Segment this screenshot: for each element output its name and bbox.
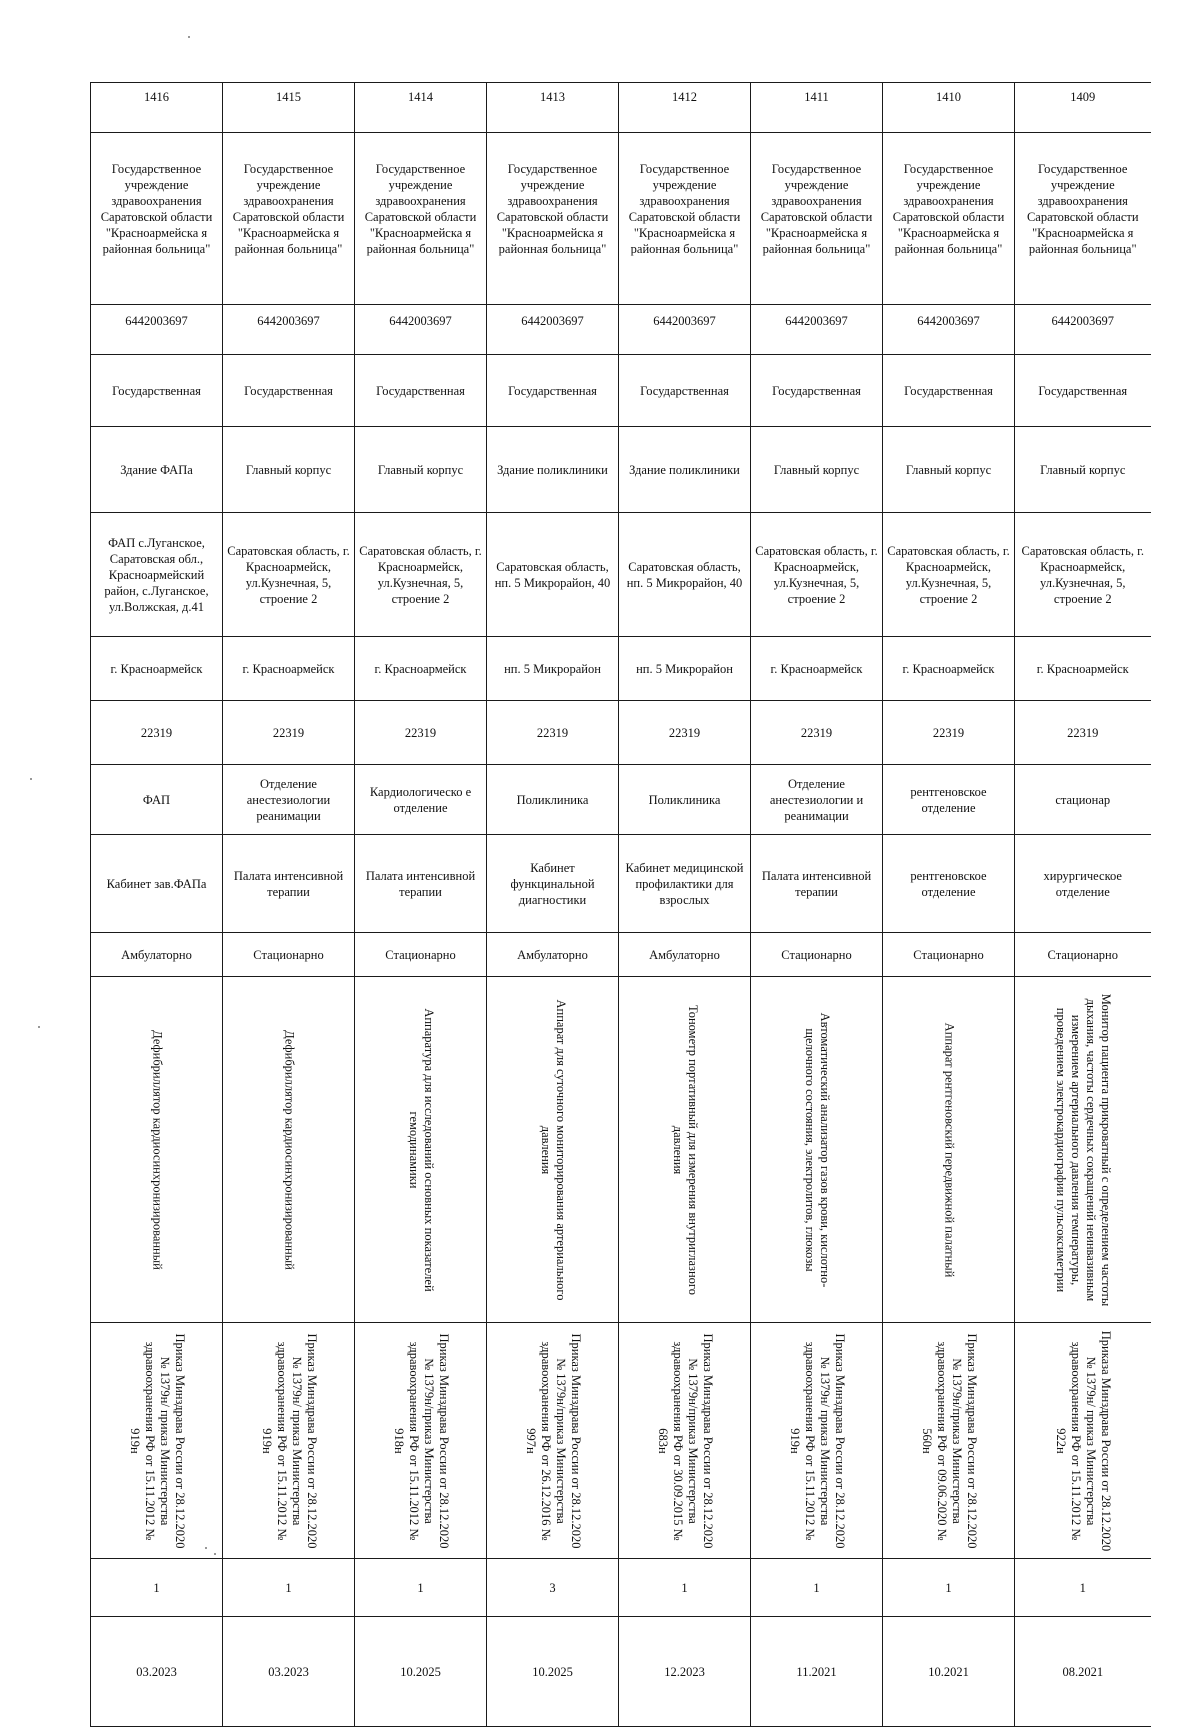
department-cell: Кардиологическо е отделение <box>355 765 487 835</box>
order-row <box>91 1323 1151 1559</box>
equipment-name-cell <box>91 977 223 1323</box>
address-cell: Саратовская область, г. Красноармейск, ул.Кузнечная, 5, строение 2 <box>1015 513 1151 637</box>
regulation-order-cell <box>1015 1323 1151 1559</box>
date-cell: 03.2023 <box>223 1617 355 1727</box>
date-cell: 11.2021 <box>751 1617 883 1727</box>
inn-cell: 6442003697 <box>223 305 355 355</box>
organization-cell: Государственное учреждение здравоохранения Саратовской области "Красноармейска я районная больница" <box>1015 133 1151 305</box>
ownership-cell: Государственная <box>223 355 355 427</box>
locality-cell: г. Красноармейск <box>883 637 1015 701</box>
record-number-cell: 1412 <box>619 83 751 133</box>
equipment-name-cell <box>1015 977 1151 1323</box>
quantity-cell: 1 <box>355 1559 487 1617</box>
mode-row <box>91 933 1151 977</box>
care-mode-cell: Стационарно <box>355 933 487 977</box>
building-cell: Главный корпус <box>883 427 1015 513</box>
building-cell: Здание поликлиники <box>487 427 619 513</box>
quantity-cell: 3 <box>487 1559 619 1617</box>
care-mode-cell: Амбулаторно <box>487 933 619 977</box>
order-text: Приказ Минздрава России от 28.12.2020 № 1379н/приказ Министерства здравоохранения РФ от 30.09.2015 № 683н <box>655 1333 715 1548</box>
department-cell: Поликлиника <box>487 765 619 835</box>
ownership-cell: Государственная <box>619 355 751 427</box>
building-row <box>91 427 1151 513</box>
inn-row <box>91 305 1151 355</box>
equipment-text: Аппарат для суточного мониторирования артериального давления <box>538 998 568 1300</box>
quantity-cell: 1 <box>91 1559 223 1617</box>
scan-speck <box>30 778 32 780</box>
quantity-cell: 1 <box>223 1559 355 1617</box>
regulation-order-cell <box>619 1323 751 1559</box>
quantity-cell: 1 <box>619 1559 751 1617</box>
room-cell: хирургическое отделение <box>1015 835 1151 933</box>
code-cell: 22319 <box>883 701 1015 765</box>
department-row <box>91 765 1151 835</box>
address-row <box>91 513 1151 637</box>
equipment-text: Монитор пациента прикроватный с определением частоты дыхания, частоты сердечных сокращений неинвазивным измерением артериального давления температуры, проведением электрокардиографии пульсоксиметрии <box>1053 993 1113 1306</box>
building-cell: Главный корпус <box>751 427 883 513</box>
equipment-name-cell <box>355 977 487 1323</box>
order-text: Приказ Минздрава России от 28.12.2020 № 1379н/ приказ Министерства здравоохранения РФ от 15.11.2012 № 919н <box>787 1333 847 1548</box>
care-mode-cell: Стационарно <box>883 933 1015 977</box>
date-cell: 10.2021 <box>883 1617 1015 1727</box>
code-cell: 22319 <box>1015 701 1151 765</box>
equipment-name-cell <box>751 977 883 1323</box>
care-mode-cell: Амбулаторно <box>619 933 751 977</box>
scan-speck <box>188 36 190 38</box>
quantity-cell: 1 <box>883 1559 1015 1617</box>
room-cell: Кабинет медицинской профилактики для взрослых <box>619 835 751 933</box>
record-number-cell: 1414 <box>355 83 487 133</box>
order-text: Приказ Минздрава России от 28.12.2020 № 1379н/ приказ Министерства здравоохранения РФ от 15.11.2012 № 919н <box>259 1333 319 1548</box>
scan-speck <box>38 1026 40 1028</box>
locality-cell: г. Красноармейск <box>355 637 487 701</box>
order-text: Приказ Минздрава России от 28.12.2020 № 1379н/приказ Министерства здравоохранения РФ от 26.12.2016 № 997н <box>523 1333 583 1548</box>
organization-cell: Государственное учреждение здравоохранения Саратовской области "Красноармейска я районная больница" <box>883 133 1015 305</box>
order-text: Приказ Минздрава России от 28.12.2020 № 1379н/приказ Министерства здравоохранения РФ от 09.06.2020 № 560н <box>919 1333 979 1548</box>
organization-cell: Государственное учреждение здравоохранения Саратовской области "Красноармейска я районная больница" <box>487 133 619 305</box>
code-cell: 22319 <box>751 701 883 765</box>
inn-cell: 6442003697 <box>751 305 883 355</box>
date-cell: 10.2025 <box>355 1617 487 1727</box>
organization-cell: Государственное учреждение здравоохранения Саратовской области "Красноармейска я районная больница" <box>223 133 355 305</box>
quantity-cell: 1 <box>751 1559 883 1617</box>
address-cell: Саратовская область, нп. 5 Микрорайон, 40 <box>487 513 619 637</box>
code-cell: 22319 <box>487 701 619 765</box>
locality-cell: г. Красноармейск <box>751 637 883 701</box>
ownership-cell: Государственная <box>91 355 223 427</box>
building-cell: Главный корпус <box>355 427 487 513</box>
ownership-cell: Государственная <box>355 355 487 427</box>
care-mode-cell: Стационарно <box>223 933 355 977</box>
room-cell: Палата интенсивной терапии <box>751 835 883 933</box>
equipment-text: Дефибриллятор кардиосинхронизированный <box>150 1029 164 1270</box>
care-mode-cell: Стационарно <box>751 933 883 977</box>
equipment-text: Аппаратура для исследований основных показателей гемодинамики <box>406 1007 436 1292</box>
date-cell: 12.2023 <box>619 1617 751 1727</box>
regulation-order-cell <box>355 1323 487 1559</box>
order-text: Приказа Минздрава России от 28.12.2020 № 1379н/ приказ Министерства здравоохранения РФ от 15.11.2012 № 922н <box>1053 1330 1113 1551</box>
equipment-text: Дефибриллятор кардиосинхронизированный <box>282 1029 296 1270</box>
building-cell: Главный корпус <box>223 427 355 513</box>
regulation-order-cell <box>487 1323 619 1559</box>
department-cell: Отделение анестезиологии реанимации <box>223 765 355 835</box>
qty-row <box>91 1559 1151 1617</box>
department-cell: ФАП <box>91 765 223 835</box>
inn-cell: 6442003697 <box>883 305 1015 355</box>
building-cell: Здание поликлиники <box>619 427 751 513</box>
code-cell: 22319 <box>619 701 751 765</box>
date-row <box>91 1617 1151 1727</box>
locality-cell: г. Красноармейск <box>91 637 223 701</box>
ownership-row <box>91 355 1151 427</box>
equipment-text: Аппарат рентгеновский передвижной палатный <box>942 1022 956 1277</box>
address-cell: Саратовская область, г. Красноармейск, ул.Кузнечная, 5, строение 2 <box>883 513 1015 637</box>
scan-speck <box>205 1547 207 1549</box>
inn-cell: 6442003697 <box>619 305 751 355</box>
regulation-order-cell <box>91 1323 223 1559</box>
code-cell: 22319 <box>223 701 355 765</box>
code-cell: 22319 <box>91 701 223 765</box>
organization-cell: Государственное учреждение здравоохранения Саратовской области "Красноармейска я районная больница" <box>619 133 751 305</box>
regulation-order-cell <box>883 1323 1015 1559</box>
inn-cell: 6442003697 <box>91 305 223 355</box>
record-number-cell: 1409 <box>1015 83 1151 133</box>
record-number-cell: 1415 <box>223 83 355 133</box>
locality-cell: нп. 5 Микрорайон <box>619 637 751 701</box>
locality-row <box>91 637 1151 701</box>
equipment-text: Тонометр портативный для измерения внутриглазного давления <box>670 1004 700 1295</box>
date-cell: 03.2023 <box>91 1617 223 1727</box>
scan-speck <box>214 1553 216 1555</box>
room-cell: Палата интенсивной терапии <box>223 835 355 933</box>
date-cell: 10.2025 <box>487 1617 619 1727</box>
address-cell: Саратовская область, нп. 5 Микрорайон, 40 <box>619 513 751 637</box>
record-number-cell: 1413 <box>487 83 619 133</box>
room-cell: Палата интенсивной терапии <box>355 835 487 933</box>
department-cell: стационар <box>1015 765 1151 835</box>
num-row <box>91 83 1151 133</box>
care-mode-cell: Стационарно <box>1015 933 1151 977</box>
room-cell: рентгеновское отделение <box>883 835 1015 933</box>
inn-cell: 6442003697 <box>355 305 487 355</box>
equipment-name-cell <box>883 977 1015 1323</box>
room-cell: Кабинет зав.ФАПа <box>91 835 223 933</box>
regulation-order-cell <box>751 1323 883 1559</box>
order-text: Приказ Минздрава России от 28.12.2020 № 1379н/приказ Министерства здравоохранения РФ от 15.11.2012 № 918н <box>391 1333 451 1548</box>
date-cell: 08.2021 <box>1015 1617 1151 1727</box>
care-mode-cell: Амбулаторно <box>91 933 223 977</box>
address-cell: Саратовская область, г. Красноармейск, ул.Кузнечная, 5, строение 2 <box>751 513 883 637</box>
quantity-cell: 1 <box>1015 1559 1151 1617</box>
org-row <box>91 133 1151 305</box>
organization-cell: Государственное учреждение здравоохранения Саратовской области "Красноармейска я районная больница" <box>355 133 487 305</box>
order-text: Приказ Минздрава России от 28.12.2020 № 1379н/ приказ Министерства здравоохранения РФ от 15.11.2012 № 919н <box>127 1333 187 1548</box>
code-row <box>91 701 1151 765</box>
code-cell: 22319 <box>355 701 487 765</box>
organization-cell: Государственное учреждение здравоохранения Саратовской области "Красноармейска я районная больница" <box>751 133 883 305</box>
locality-cell: г. Красноармейск <box>223 637 355 701</box>
room-row <box>91 835 1151 933</box>
equipment-name-cell <box>223 977 355 1323</box>
locality-cell: г. Красноармейск <box>1015 637 1151 701</box>
department-cell: Поликлиника <box>619 765 751 835</box>
ownership-cell: Государственная <box>883 355 1015 427</box>
equipment-register-table <box>90 82 1151 1727</box>
regulation-order-cell <box>223 1323 355 1559</box>
ownership-cell: Государственная <box>1015 355 1151 427</box>
ownership-cell: Государственная <box>751 355 883 427</box>
building-cell: Здание ФАПа <box>91 427 223 513</box>
locality-cell: нп. 5 Микрорайон <box>487 637 619 701</box>
room-cell: Кабинет функцинальной диагностики <box>487 835 619 933</box>
equipment-name-cell <box>487 977 619 1323</box>
equipment-name-cell <box>619 977 751 1323</box>
record-number-cell: 1410 <box>883 83 1015 133</box>
organization-cell: Государственное учреждение здравоохранения Саратовской области "Красноармейска я районная больница" <box>91 133 223 305</box>
inn-cell: 6442003697 <box>487 305 619 355</box>
ownership-cell: Государственная <box>487 355 619 427</box>
building-cell: Главный корпус <box>1015 427 1151 513</box>
department-cell: рентгеновское отделение <box>883 765 1015 835</box>
record-number-cell: 1416 <box>91 83 223 133</box>
address-cell: Саратовская область, г. Красноармейск, ул.Кузнечная, 5, строение 2 <box>355 513 487 637</box>
record-number-cell: 1411 <box>751 83 883 133</box>
address-cell: Саратовская область, г. Красноармейск, ул.Кузнечная, 5, строение 2 <box>223 513 355 637</box>
equipment-text: Автоматический анализатор газов крови, кислотно-щелочного состояния, электролитов, глюкозы <box>802 1012 832 1287</box>
department-cell: Отделение анестезиологии и реанимации <box>751 765 883 835</box>
address-cell: ФАП с.Луганское, Саратовская обл., Красноармейский район, с.Луганское, ул.Волжская, д.41 <box>91 513 223 637</box>
inn-cell: 6442003697 <box>1015 305 1151 355</box>
equipment-row <box>91 977 1151 1323</box>
